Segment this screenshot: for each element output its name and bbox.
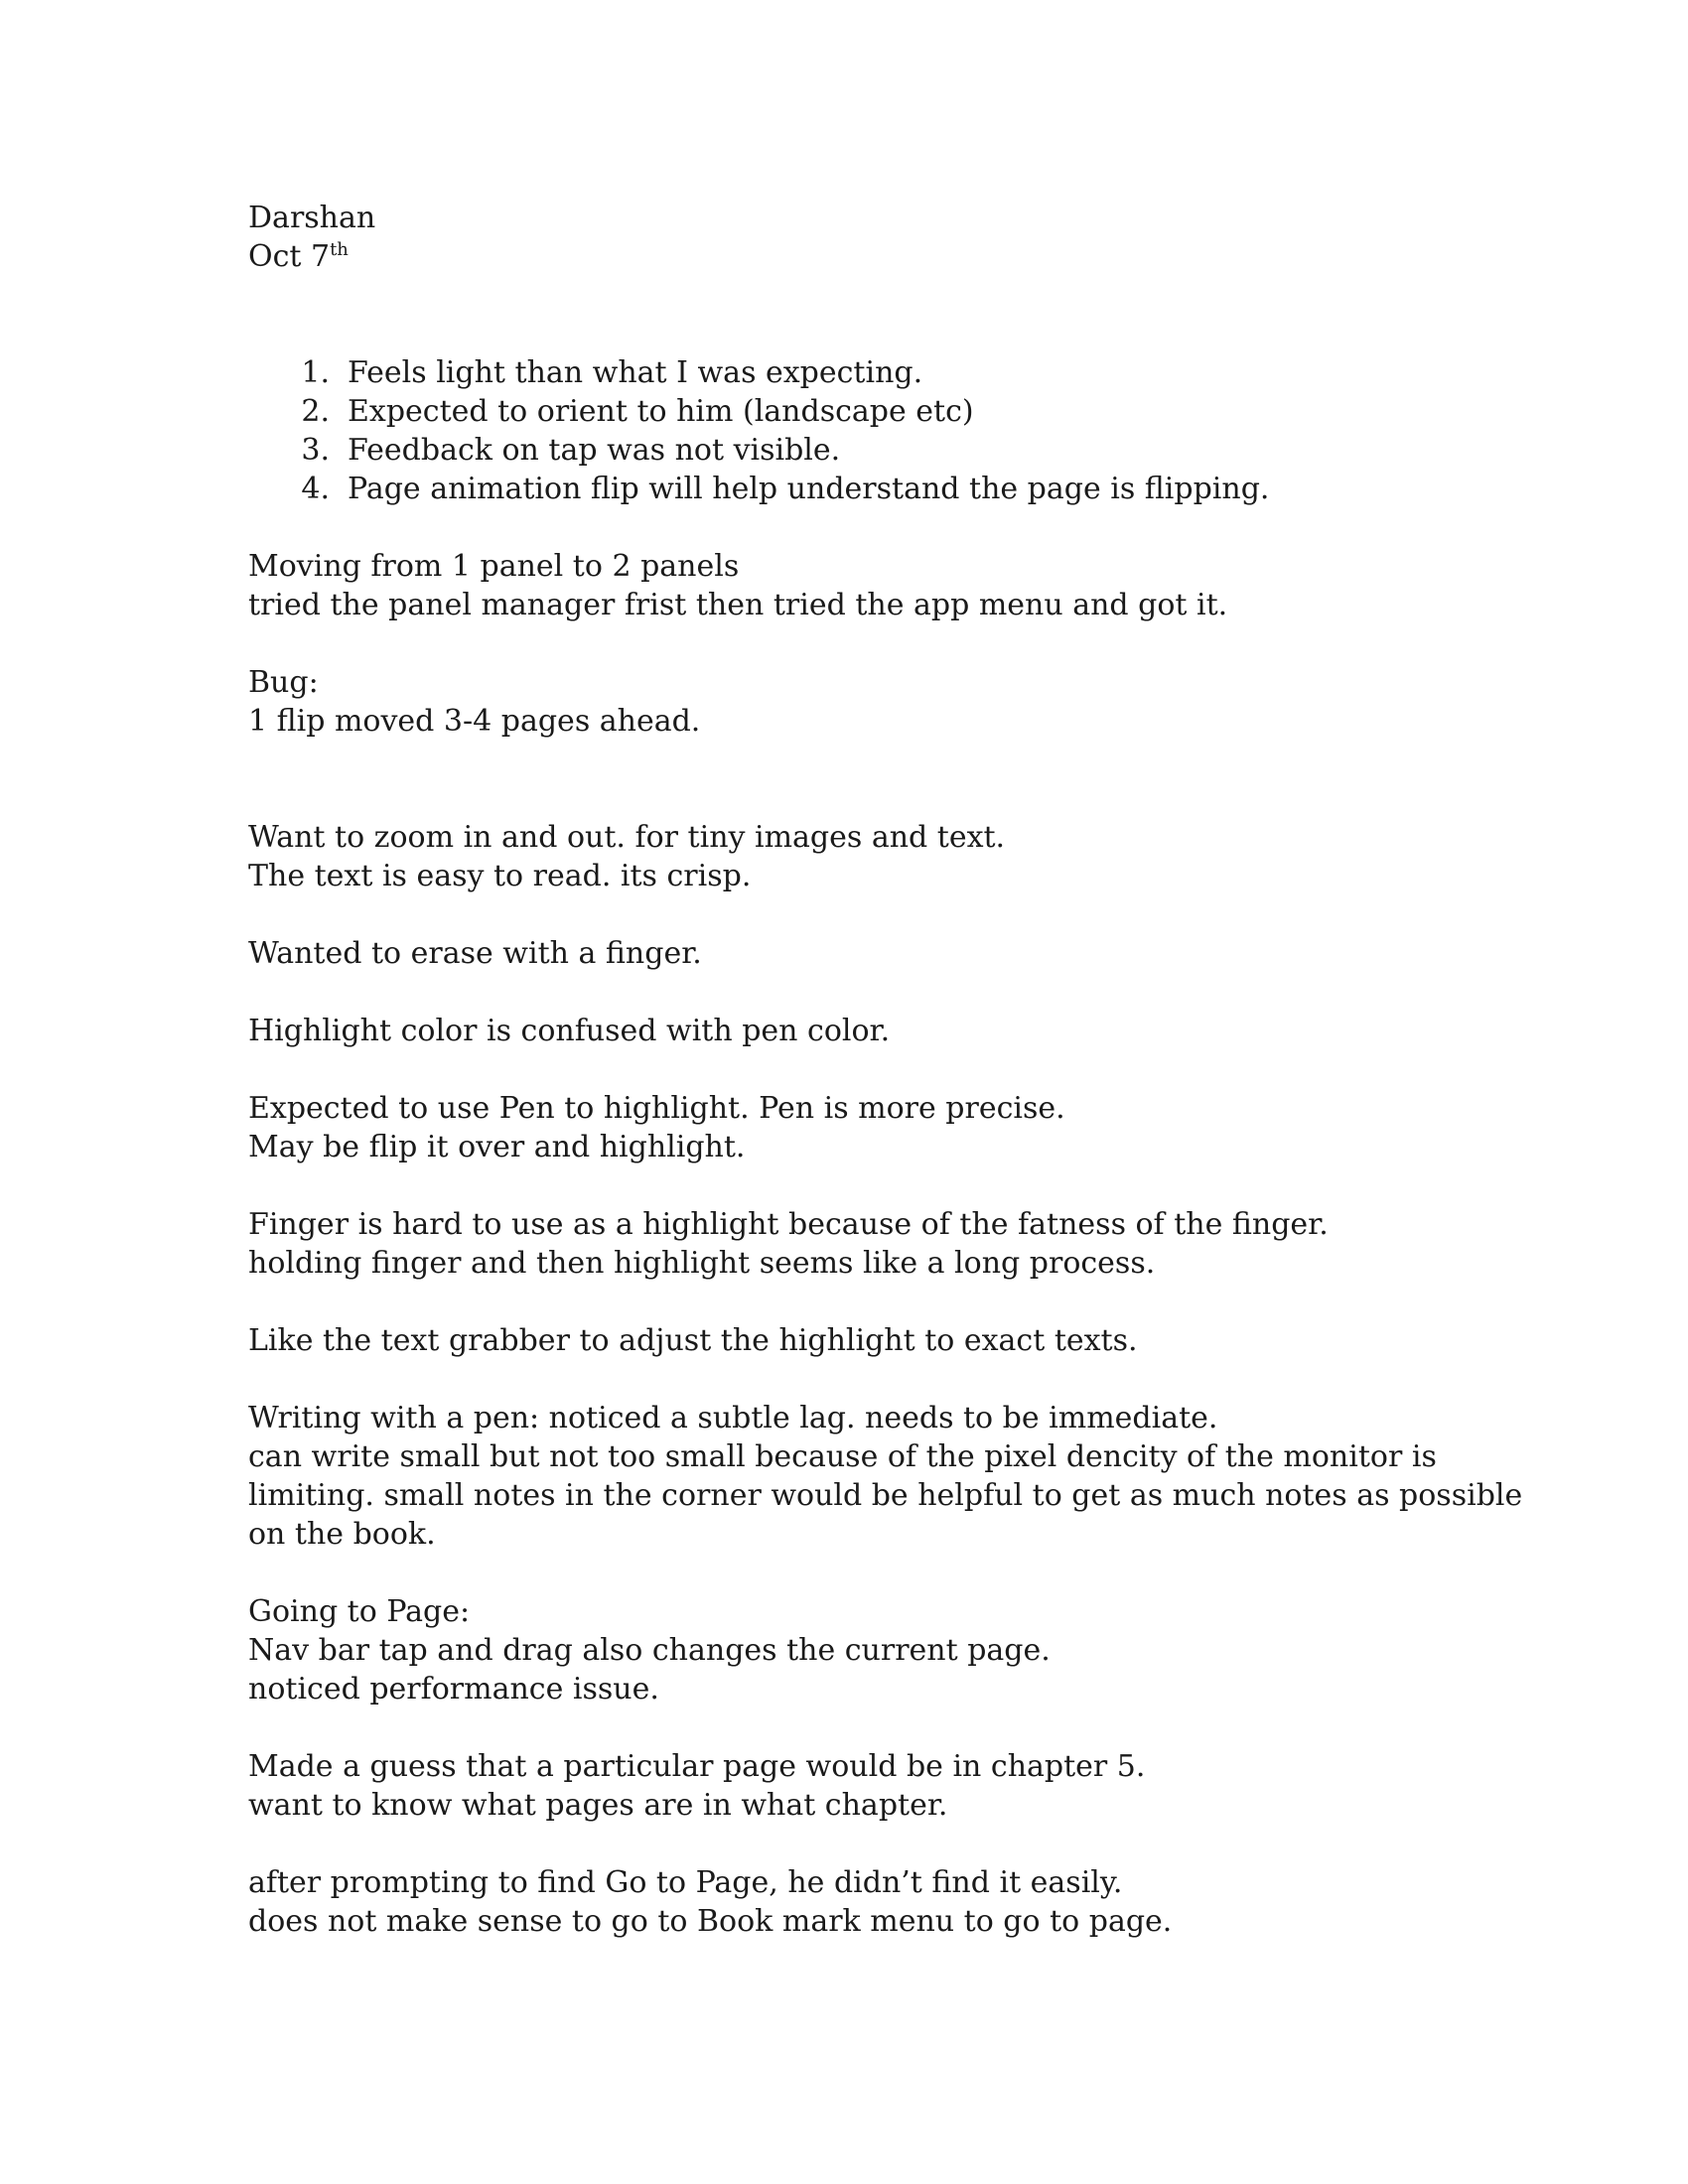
paragraph-line: Nav bar tap and drag also changes the current page.	[248, 1633, 1051, 1668]
paragraph-finger-highlight	[248, 1205, 1489, 1283]
list-item-text: Feels light than what I was expecting.	[348, 355, 923, 390]
participant-name: Darshan	[248, 201, 376, 235]
paragraph-line: noticed performance issue.	[248, 1672, 659, 1706]
paragraph-line: Moving from 1 panel to 2 panels	[248, 549, 740, 584]
paragraph-line: does not make sense to go to Book mark menu to go to page.	[248, 1904, 1173, 1939]
paragraph-line: on the book.	[248, 1517, 436, 1552]
list-item	[248, 353, 1489, 392]
paragraph-chapter	[248, 1747, 1489, 1825]
paragraph-line: Expected to use Pen to highlight. Pen is more precise.	[248, 1091, 1065, 1126]
paragraph-go-to-page	[248, 1863, 1489, 1941]
paragraph-line: Like the text grabber to adjust the highlight to exact texts.	[248, 1323, 1138, 1358]
notes-content	[248, 199, 1523, 1941]
list-item-number: 3.	[301, 433, 330, 468]
paragraph-zoom	[248, 818, 1489, 895]
paragraph-line: May be flip it over and highlight.	[248, 1130, 746, 1164]
paragraph-bug	[248, 663, 1489, 741]
paragraph-writing	[248, 1399, 1523, 1554]
paragraph-line: can write small but not too small because of the pixel dencity of the monitor is	[248, 1439, 1437, 1474]
list-item-number: 2.	[301, 394, 330, 429]
paragraph-pen-highlight	[248, 1089, 1489, 1166]
going-to-page-heading: Going to Page:	[248, 1594, 471, 1629]
paragraph-line: Writing with a pen: noticed a subtle lag. needs to be immediate.	[248, 1401, 1218, 1435]
paragraph-going-to-page	[248, 1592, 1489, 1708]
paragraph-line: The text is easy to read. its crisp.	[248, 859, 752, 893]
paragraph-text-grabber	[248, 1321, 1489, 1360]
paragraph-highlight-color	[248, 1012, 1489, 1050]
paragraph-line: Highlight color is confused with pen color.	[248, 1014, 891, 1048]
paragraph-line: Made a guess that a particular page would be in chapter 5.	[248, 1749, 1146, 1784]
list-item	[248, 431, 1489, 470]
paragraph-line: Wanted to erase with a finger.	[248, 936, 702, 971]
list-item-text: Expected to orient to him (landscape etc)	[348, 394, 974, 429]
session-date-text: Oct 7	[248, 239, 331, 274]
list-item	[248, 470, 1489, 508]
list-item-text: Feedback on tap was not visible.	[348, 433, 841, 468]
paragraph-line: Finger is hard to use as a highlight because of the fatness of the finger.	[248, 1207, 1329, 1242]
bug-heading: Bug:	[248, 665, 319, 700]
paragraph-erase	[248, 934, 1489, 973]
list-item-number: 1.	[301, 355, 330, 390]
findings-list	[248, 353, 1489, 508]
list-item-number: 4.	[301, 472, 330, 506]
session-date-suffix: th	[330, 239, 349, 260]
paragraph-line: holding finger and then highlight seems like a long process.	[248, 1246, 1156, 1281]
paragraph-line: want to know what pages are in what chapter.	[248, 1788, 948, 1823]
list-item	[248, 392, 1489, 431]
paragraph-line: limiting. small notes in the corner would be helpful to get as much notes as possible	[248, 1478, 1523, 1513]
list-item-text: Page animation flip will help understand the page is flipping.	[348, 472, 1270, 506]
paragraph-panels	[248, 547, 1489, 624]
paragraph-line: Want to zoom in and out. for tiny images and text.	[248, 820, 1006, 855]
paragraph-line: after prompting to find Go to Page, he didn’t find it easily.	[248, 1865, 1123, 1900]
session-date	[248, 237, 1489, 276]
paragraph-line: 1 flip moved 3-4 pages ahead.	[248, 704, 701, 739]
paragraph-line: tried the panel manager frist then tried the app menu and got it.	[248, 588, 1228, 622]
